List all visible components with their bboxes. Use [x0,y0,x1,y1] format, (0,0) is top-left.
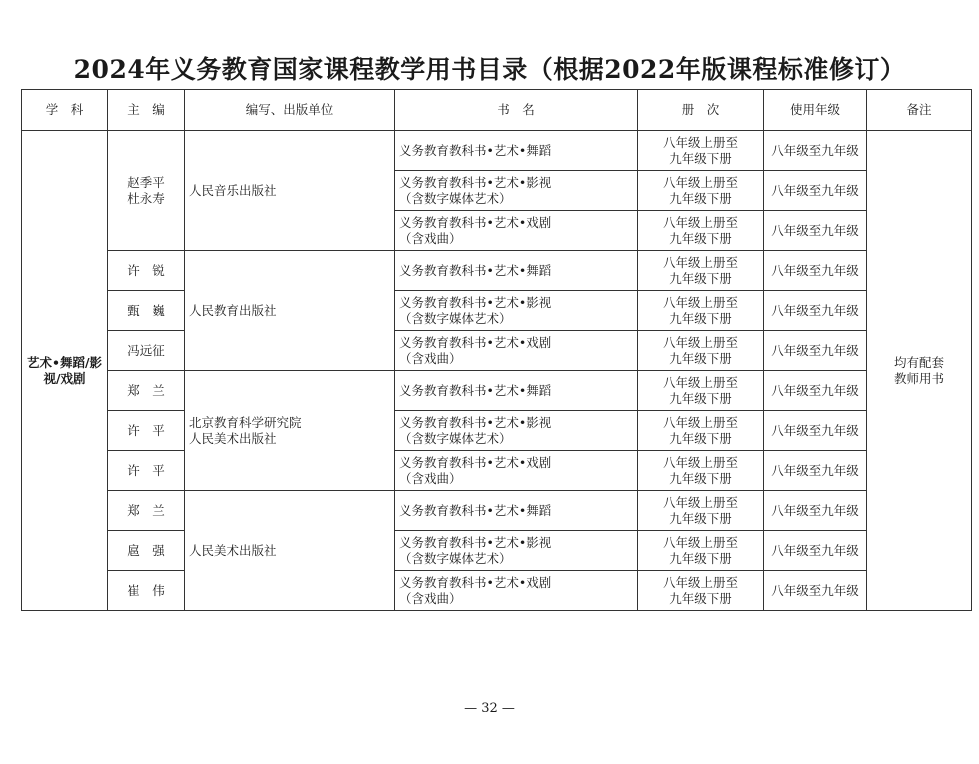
header-note: 备注 [867,90,972,131]
book-title-cell: 义务教育教科书•艺术•影视 （含数字媒体艺术） [395,291,638,331]
publisher-cell: 人民音乐出版社 [185,131,395,251]
volume-cell: 八年级上册至 九年级下册 [638,211,764,251]
table-row [22,531,972,571]
book-title-cell: 义务教育教科书•艺术•舞蹈 [395,131,638,171]
book-title-cell: 义务教育教科书•艺术•影视 （含数字媒体艺术） [395,411,638,451]
grade-cell: 八年级至九年级 [764,251,867,291]
volume-cell: 八年级上册至 九年级下册 [638,291,764,331]
textbook-catalog-table [21,89,972,611]
editor-cell: 崔 伟 [108,571,185,611]
grade-cell: 八年级至九年级 [764,211,867,251]
volume-cell: 八年级上册至 九年级下册 [638,491,764,531]
grade-cell: 八年级至九年级 [764,571,867,611]
header-volume: 册 次 [638,90,764,131]
volume-cell: 八年级上册至 九年级下册 [638,171,764,211]
book-title-cell: 义务教育教科书•艺术•舞蹈 [395,251,638,291]
grade-cell: 八年级至九年级 [764,331,867,371]
page-number: — 32 — [464,701,515,716]
table-row [22,451,972,491]
table-row [22,131,972,171]
editor-cell: 郑 兰 [108,371,185,411]
table-row [22,331,972,371]
table-header [22,90,972,131]
table-row [22,411,972,451]
book-title-cell: 义务教育教科书•艺术•戏剧 （含戏曲） [395,571,638,611]
header-publisher: 编写、出版单位 [185,90,395,131]
editor-cell: 郑 兰 [108,491,185,531]
volume-cell: 八年级上册至 九年级下册 [638,131,764,171]
grade-cell: 八年级至九年级 [764,491,867,531]
table-body [22,131,972,611]
grade-cell: 八年级至九年级 [764,291,867,331]
book-title-cell: 义务教育教科书•艺术•戏剧 （含戏曲） [395,331,638,371]
book-title-cell: 义务教育教科书•艺术•影视 （含数字媒体艺术） [395,171,638,211]
grade-cell: 八年级至九年级 [764,131,867,171]
book-title-cell: 义务教育教科书•艺术•戏剧 （含戏曲） [395,451,638,491]
table-row [22,491,972,531]
volume-cell: 八年级上册至 九年级下册 [638,411,764,451]
volume-cell: 八年级上册至 九年级下册 [638,251,764,291]
table-row [22,251,972,291]
grade-cell: 八年级至九年级 [764,451,867,491]
book-title-cell: 义务教育教科书•艺术•舞蹈 [395,491,638,531]
publisher-cell: 人民教育出版社 [185,251,395,371]
header-editor: 主 编 [108,90,185,131]
publisher-cell: 北京教育科学研究院 人民美术出版社 [185,371,395,491]
header-row [22,90,972,131]
subject-cell: 艺术•舞蹈/影视/戏剧 [22,131,108,611]
note-cell: 均有配套 教师用书 [867,131,972,611]
book-title-cell: 义务教育教科书•艺术•舞蹈 [395,371,638,411]
header-subject: 学 科 [22,90,108,131]
volume-cell: 八年级上册至 九年级下册 [638,451,764,491]
grade-cell: 八年级至九年级 [764,371,867,411]
book-title-cell: 义务教育教科书•艺术•影视 （含数字媒体艺术） [395,531,638,571]
table-row [22,291,972,331]
editor-cell: 许 平 [108,451,185,491]
table-row [22,571,972,611]
header-grade: 使用年级 [764,90,867,131]
editor-cell: 许 平 [108,411,185,451]
grade-cell: 八年级至九年级 [764,171,867,211]
table-row [22,371,972,411]
grade-cell: 八年级至九年级 [764,531,867,571]
editor-cell: 扈 强 [108,531,185,571]
publisher-cell: 人民美术出版社 [185,491,395,611]
book-title-cell: 义务教育教科书•艺术•戏剧 （含戏曲） [395,211,638,251]
editor-cell: 赵季平 杜永寿 [108,131,185,251]
header-book: 书 名 [395,90,638,131]
editor-cell: 冯远征 [108,331,185,371]
grade-cell: 八年级至九年级 [764,411,867,451]
volume-cell: 八年级上册至 九年级下册 [638,331,764,371]
volume-cell: 八年级上册至 九年级下册 [638,571,764,611]
page-title: 2024年义务教育国家课程教学用书目录（根据2022年版课程标准修订） [73,55,906,84]
editor-cell: 甄 巍 [108,291,185,331]
editor-cell: 许 锐 [108,251,185,291]
volume-cell: 八年级上册至 九年级下册 [638,531,764,571]
volume-cell: 八年级上册至 九年级下册 [638,371,764,411]
